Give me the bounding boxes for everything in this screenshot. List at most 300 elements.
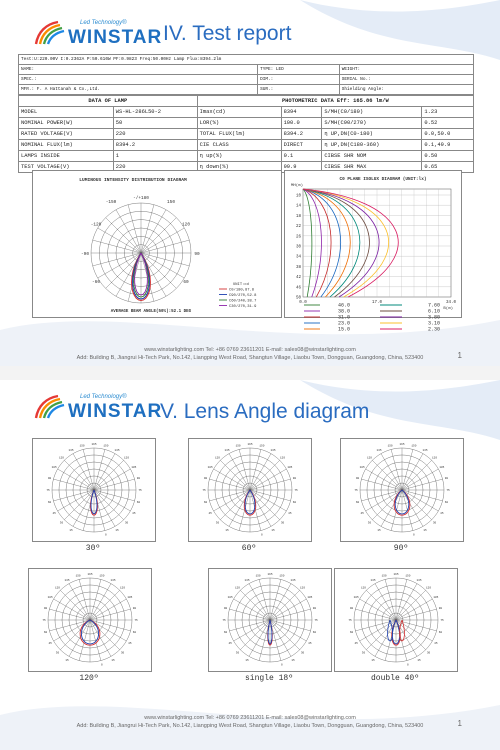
isolux-legend [284,300,460,334]
footer [0,714,500,730]
polar-tick-label: 0 [105,533,107,537]
polar-spoke [396,590,426,620]
polar-tick-label: 90 [312,607,317,611]
luminous-intensity-chart [33,171,281,317]
polar-tick-label: 75 [440,619,444,622]
isolux-legend-entry: 23.0 [337,320,351,327]
polar-spoke [270,584,291,620]
polar-spoke [116,210,141,253]
info-cell: WEIGHT: [339,65,473,75]
lamp-data-cell: NOMINAL POWER(W) [19,118,114,129]
polar-tick-label: 135 [376,449,382,453]
polar-tick-label: 120 [124,456,130,460]
polar-tick-label: 75 [134,619,138,622]
polar-tick-label: 45 [308,642,312,645]
isolux-title: C0 PLANE ISOLUX DIAGRAM (UNIT:lx) [339,177,427,182]
winstar-logo [30,20,163,50]
lamp-data-row [19,118,474,129]
lamp-data-cell: 0.52 [422,118,474,129]
polar-spoke [54,599,90,620]
polar-tick-label: 90 [223,607,228,611]
lens-diagram-card [28,568,152,672]
lamp-data-cell: TEST VOLTAGE(V) [19,162,114,173]
polar-spoke [366,590,396,620]
polar-tick-label: 150 [75,574,81,578]
polar-angle-label: 90 [194,252,200,257]
lens-diagram-card [340,438,464,542]
isolux-legend-entry: 46.0 [337,302,351,309]
lamp-data-row [19,129,474,140]
polar-tick-label: 105 [127,596,133,599]
polar-tick-label: 0 [281,663,283,667]
polar-spoke [90,620,111,656]
lens-diagram-card [32,438,156,542]
lamp-data-cell: 220 [113,162,197,173]
lens-polar-chart [209,569,331,671]
polar-tick-label: 15 [245,658,249,662]
isolux-y-tick: 30 [295,245,301,250]
polar-tick-label: 165 [399,443,405,446]
background-swoosh [0,380,500,750]
info-cell: DIM.: [258,75,340,85]
polar-spoke [64,490,94,520]
polar-tick-label: 30 [280,521,285,525]
lamp-data-cell: NOMINAL FLUX(lm) [19,140,114,151]
polar-spoke [381,454,402,490]
polar-spoke [106,218,141,253]
lamp-data-cell: 0.50 [422,151,474,162]
polar-spoke [94,460,124,490]
lamp-data-cell: η down(%) [197,162,281,173]
isolux-x-tick: 0.0 [299,301,307,305]
isolux-legend-entry: 3.10 [427,320,441,327]
isolux-y-tick: 14 [295,204,301,209]
polar-spoke [249,620,270,656]
polar-tick-label: 75 [314,619,318,622]
polar-spoke [270,620,291,656]
winstar-logo [30,394,163,424]
polar-tick-label: 105 [207,466,213,469]
polar-tick-label: 105 [353,596,359,599]
polar-tick-label: 135 [64,579,70,583]
polar-spoke [94,469,130,490]
isolux-y-tick: 18 [295,214,301,219]
lens-polar-chart [189,439,311,541]
polar-tick-label: 15 [417,658,421,662]
polar-tick-label: 30 [124,521,129,525]
polar-tick-label: 165 [267,573,273,576]
polar-tick-label: 150 [79,444,85,448]
polar-spoke [360,599,396,620]
info-cell: Shielding Angle: [339,85,473,95]
polar-tick-label: 15 [69,528,73,532]
lamp-data-cell: S/MH(C0/180) [322,107,422,118]
polar-tick-label: 75 [294,489,298,492]
polar-spoke [381,490,402,526]
polar-tick-label: 90 [349,607,354,611]
polar-tick-label: 15 [225,528,229,532]
polar-spoke [60,620,90,650]
lamp-data-cell: 220 [113,129,197,140]
polar-tick-label: 120 [280,456,286,460]
polar-tick-label: 60 [203,500,208,504]
polar-legend-entry: C30/270,31.9 [229,305,257,309]
page-test-report [0,0,500,366]
polar-tick-label: 90 [43,607,48,611]
polar-spoke [141,210,166,253]
polar-tick-label: 165 [393,573,399,576]
polar-tick-label: 60 [132,630,137,634]
isolux-y-tick: 34 [295,255,301,260]
polar-tick-label: 90 [355,477,360,481]
lamp-data-cell: 1.23 [422,107,474,118]
isolux-y-label: MH(m) [290,184,304,188]
polar-tick-label: 105 [439,466,445,469]
polar-tick-label: 75 [222,619,226,622]
polar-tick-label: 150 [99,574,105,578]
polar-legend-entry: C0/180,87.8 [229,288,255,293]
isolux-legend-entry: 31.0 [337,314,351,321]
polar-tick-label: 60 [223,630,228,634]
lamp-data-cell: 8394.2 [281,129,322,140]
polar-tick-label: 15 [377,528,381,532]
polar-spoke [141,218,176,253]
polar-title: LUMINOUS INTENSITY DISTRIBUTION DIAGRAM [79,178,187,183]
polar-tick-label: 105 [359,466,365,469]
lamp-data-cell: MODEL [19,107,114,118]
polar-tick-label: 30 [361,651,366,655]
info-cell: SERIAL No.: [339,75,473,85]
beam-angle-label: AVERAGE BEAM ANGLE(50%):52.1 DEG [110,310,192,314]
lamp-data-cell: Imax(cd) [197,107,281,118]
page-separator [0,366,500,380]
polar-tick-label: 60 [47,500,52,504]
polar-tick-label: 45 [132,512,136,515]
polar-tick-label: 90 [47,477,52,481]
lamp-data-row [19,151,474,162]
polar-unit: UNIT:cd [233,283,249,287]
polar-tick-label: 45 [228,642,232,645]
polar-tick-label: 120 [432,456,438,460]
isolux-x-tick: 17.0 [371,301,383,305]
lamp-data-cell: η UP,DN(C0-180) [322,129,422,140]
polar-tick-label: 15 [271,528,275,532]
polar-tick-label: 60 [312,630,317,634]
polar-tick-label: 75 [348,619,352,622]
polar-tick-label: 105 [51,466,57,469]
polar-tick-label: 45 [440,512,444,515]
photometric-data-header: PHOTOMETRIC DATA Eff: 165.86 lm/W [197,96,473,107]
lens-diagram-card [188,438,312,542]
lamp-data-header: DATA OF LAMP [19,96,198,107]
polar-tick-label: 45 [128,642,132,645]
isolux-diagram [284,170,462,318]
polar-tick-label: 105 [227,596,233,599]
lamp-data-cell: 50 [113,118,197,129]
lamp-data-cell: TOTAL FLUX(lm) [197,129,281,140]
polar-spoke [234,599,270,620]
polar-tick-label: 45 [288,512,292,515]
polar-tick-label: 120 [58,456,64,460]
page-number: 1 [457,719,462,728]
lens-caption: 60º [241,544,257,553]
polar-spoke [229,454,250,490]
polar-tick-label: 15 [111,658,115,662]
test-info-table [18,54,474,95]
polar-spoke [402,454,423,490]
polar-tick-label: 150 [411,444,417,448]
isolux-y-tick: 10 [295,194,301,199]
polar-spoke [58,490,94,511]
polar-tick-label: 120 [300,586,306,590]
polar-tick-label: 120 [366,456,372,460]
polar-tick-label: 165 [247,443,253,446]
polar-tick-label: 135 [244,579,250,583]
polar-tick-label: 15 [423,528,427,532]
info-cell: NAME: [19,65,258,75]
lens-polar-chart [335,569,457,671]
footer [0,346,500,362]
polar-spoke [360,620,396,641]
lens-polar-chart [341,439,463,541]
info-cell: Test:U:220.00V I:0.2362A P:50.610W PF:0.9823 Freq:50.00Hz Lamp Flux:8394.2lm [19,55,474,65]
isolux-y-tick: 38 [295,265,301,270]
lens-caption: single 18º [244,674,293,683]
polar-tick-label: 90 [136,477,141,481]
info-cell: MFR.: F. A Hattanah & Co.,Ltd. [19,85,258,95]
polar-tick-label: 45 [434,642,438,645]
polar-tick-label: 60 [444,500,449,504]
polar-spoke [94,490,124,520]
polar-spoke [94,454,115,490]
polar-tick-label: 15 [291,658,295,662]
polar-spoke [98,228,141,253]
polar-spoke [396,620,432,641]
polar-tick-label: 150 [259,444,265,448]
polar-spoke [220,460,250,490]
footer-contact: www.winstarlighting.com Tel: +86 0769 23611201 E-mail: sales08@winstarlighting.com [144,715,356,721]
isolux-y-tick: 22 [295,225,301,230]
polar-tick-label: 0 [261,533,263,537]
footer-address: Add: Building B, Jiangrui Hi-Tech Park, No.142, Liangping West Road, Shangtun Village, Liaobu Town, Dongguan, Guangdong, China, 523400 [76,355,424,361]
polar-tick-label: 135 [290,579,296,583]
footer-contact: www.winstarlighting.com Tel: +86 0769 23611201 E-mail: sales08@winstarlighting.com [144,347,356,353]
isolux-x-tick: 34.0 [445,301,457,305]
polar-tick-label: 60 [292,500,297,504]
logo-brand: WINSTAR [68,401,163,422]
polar-tick-label: 150 [235,444,241,448]
polar-angle-label: -150 [105,200,117,205]
polar-tick-label: 60 [355,500,360,504]
polar-tick-label: 105 [433,596,439,599]
lamp-data-cell: CIBSE SHR MAX [322,162,422,173]
polar-tick-label: 135 [68,449,74,453]
page-title: IV. Test report [163,22,292,45]
polar-spoke [402,460,432,490]
isolux-legend-entry: 7.60 [427,302,441,309]
polar-tick-label: 120 [54,586,60,590]
page-lens-angle [0,380,500,750]
polar-spoke [141,228,184,253]
polar-spoke [69,620,90,656]
polar-spoke [90,590,120,620]
isolux-y-tick: 50 [295,296,301,301]
polar-tick-label: 30 [215,521,220,525]
polar-tick-label: 30 [59,521,64,525]
polar-tick-label: 0 [407,663,409,667]
logo-wing-icon [32,20,68,46]
polar-tick-label: 75 [42,619,46,622]
polar-angle-label: 150 [167,200,175,205]
polar-tick-label: 45 [48,642,52,645]
polar-tick-label: 30 [235,651,240,655]
lamp-data-cell: WS-HL-286L50-2 [113,107,197,118]
polar-tick-label: 120 [426,586,432,590]
lamp-data-cell: 8394 [281,107,322,118]
lens-caption: double 40º [370,674,419,683]
info-cell: SUR.: [258,85,340,95]
polar-tick-label: 75 [46,489,50,492]
polar-tick-label: 150 [103,444,109,448]
polar-tick-label: 0 [413,533,415,537]
polar-spoke [214,469,250,490]
lamp-data-cell: LAMPS INSIDE [19,151,114,162]
logo-tagline: Led Technology® [80,20,127,26]
polar-tick-label: 90 [132,607,137,611]
polar-spoke [270,620,306,641]
logo-wing-icon [32,394,68,420]
polar-tick-label: 90 [444,477,449,481]
polar-tick-label: 45 [208,512,212,515]
lamp-data-cell: 99.9 [281,162,322,173]
polar-tick-label: 15 [65,658,69,662]
polar-tick-label: 120 [360,586,366,590]
polar-spoke [250,469,286,490]
isolux-chart [285,171,461,317]
polar-spoke [270,620,300,650]
polar-tick-label: 30 [426,651,431,655]
polar-tick-label: 90 [203,477,208,481]
lamp-data-cell: 100.0 [281,118,322,129]
polar-spoke [366,490,402,511]
lamp-data-cell: η up(%) [197,151,281,162]
polar-spoke [402,490,423,526]
lens-polar-chart [29,569,151,671]
polar-tick-label: 135 [422,449,428,453]
polar-spoke [94,490,130,511]
polar-tick-label: 135 [270,449,276,453]
polar-tick-label: 90 [292,477,297,481]
lens-caption: 30º [85,544,101,553]
polar-spoke [396,599,432,620]
info-cell: SPEC.: [19,75,258,85]
info-cell: TYPE: LED [258,65,340,75]
polar-tick-label: 120 [234,586,240,590]
lamp-data-cell: CIE CLASS [197,140,281,151]
lamp-data-cell: 0.1 [281,151,322,162]
isolux-y-tick: 42 [295,276,301,281]
polar-tick-label: 150 [255,574,261,578]
luminous-intensity-diagram [32,170,282,318]
lens-caption: 90º [393,544,409,553]
lamp-data-cell: η UP,DN(C180-360) [322,140,422,151]
polar-tick-label: 150 [279,574,285,578]
lamp-data-cell: DIRECT [281,140,322,151]
polar-tick-label: 135 [416,579,422,583]
polar-tick-label: 135 [114,449,120,453]
lamp-data-cell: RATED VOLTAGE(V) [19,129,114,140]
polar-angle-label: 120 [182,222,190,228]
polar-tick-label: 30 [432,521,437,525]
polar-spoke [396,584,417,620]
polar-angle-label: -60 [92,280,100,285]
polar-spoke [250,460,280,490]
isolux-legend-entry: 15.0 [337,326,351,333]
isolux-x-unit: B(m) [443,307,453,311]
logo-brand: WINSTAR [68,27,163,48]
polar-angle-label: -/+180 [133,196,149,201]
polar-spoke [90,584,111,620]
polar-spoke [366,469,402,490]
polar-tick-label: 90 [438,607,443,611]
polar-spoke [90,599,126,620]
polar-tick-label: 60 [438,630,443,634]
polar-spoke [90,620,120,650]
isolux-legend-entry: 38.0 [337,308,351,315]
polar-spoke [58,469,94,490]
polar-tick-label: 135 [370,579,376,583]
polar-tick-label: 30 [55,651,60,655]
polar-spoke [60,590,90,620]
page-number: 1 [457,351,462,360]
lamp-data-cell: 1 [113,151,197,162]
lamp-data-row [19,140,474,151]
polar-tick-label: 150 [381,574,387,578]
polar-tick-label: 15 [371,658,375,662]
footer-address: Add: Building B, Jiangrui Hi-Tech Park, No.142, Liangping West Road, Shangtun Village, Liaobu Town, Dongguan, Guangdong, China, 523400 [76,723,424,729]
lamp-data-cell: 0.65 [422,162,474,173]
lamp-data-cell: 0.0,50.0 [422,129,474,140]
polar-tick-label: 60 [136,500,141,504]
polar-tick-label: 120 [120,586,126,590]
polar-spoke [375,584,396,620]
polar-spoke [240,620,270,650]
lamp-data-cell: 8394.2 [113,140,197,151]
polar-tick-label: 105 [307,596,313,599]
polar-angle-label: 60 [183,280,189,285]
isolux-y-tick: 26 [295,235,301,240]
polar-spoke [402,469,438,490]
polar-tick-label: 15 [115,528,119,532]
isolux-legend-entry: 6.10 [427,308,441,315]
lamp-data-cell: CIBSE SHR NOM [322,151,422,162]
page-title: V. Lens Angle diagram [160,400,370,423]
polar-tick-label: 45 [360,512,364,515]
polar-spoke [73,454,94,490]
polar-spoke [270,590,300,620]
lens-polar-chart [33,439,155,541]
polar-tick-label: 135 [224,449,230,453]
lens-diagram-card [334,568,458,672]
polar-angle-label: -90 [81,252,89,257]
polar-tick-label: 30 [120,651,125,655]
polar-spoke [402,490,438,511]
polar-tick-label: 165 [87,573,93,576]
lamp-data-table [18,95,474,173]
polar-tick-label: 165 [91,443,97,446]
polar-tick-label: 135 [110,579,116,583]
lamp-data-row [19,107,474,118]
